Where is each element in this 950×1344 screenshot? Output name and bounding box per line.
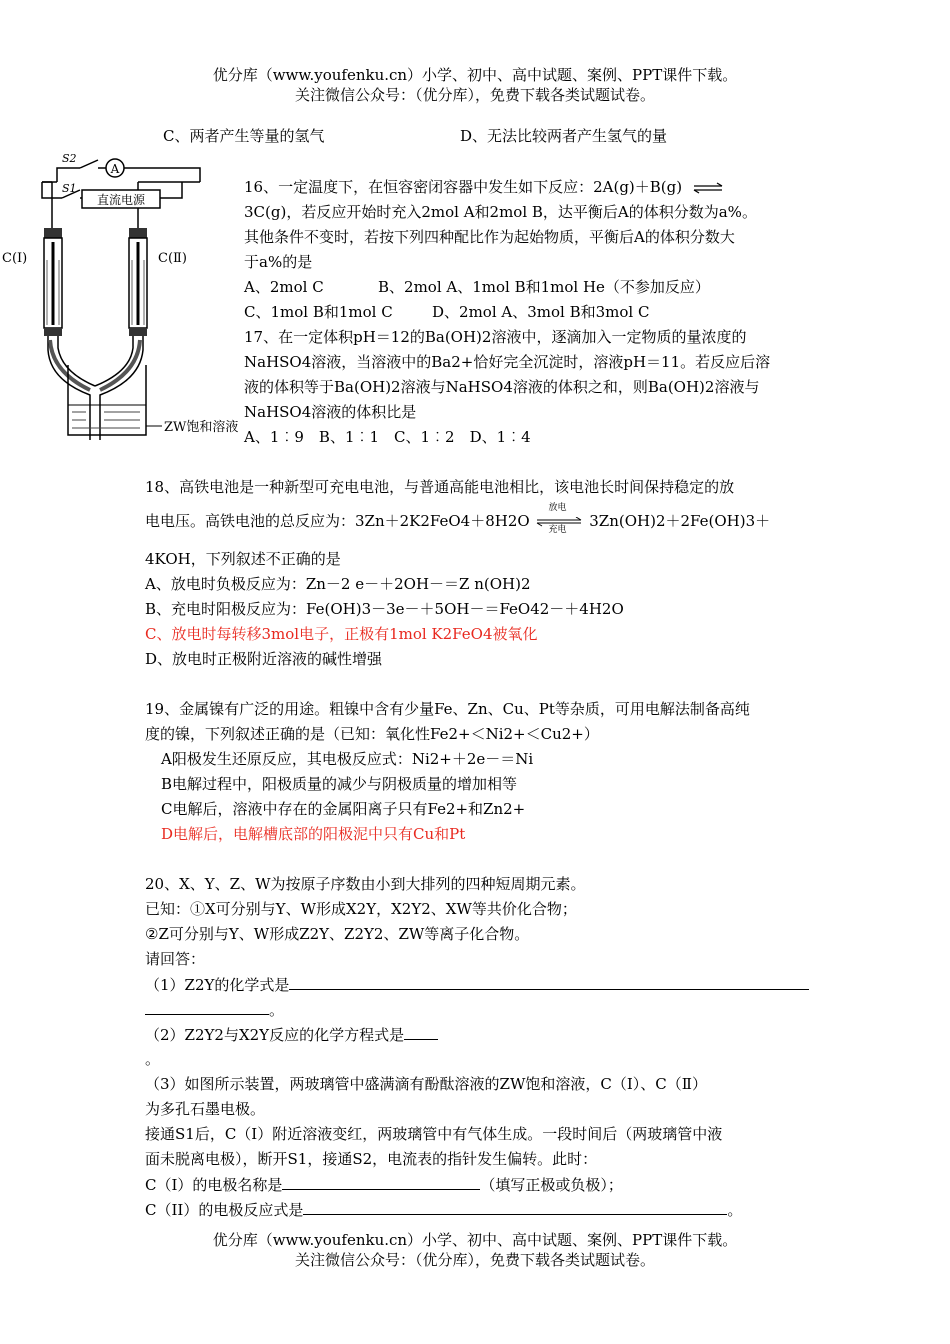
prev-option-d: D、无法比较两者产生氢气的量 bbox=[460, 127, 668, 145]
q16-line-4: 于a%的是 bbox=[244, 253, 313, 271]
arrow-top-label: 放电 bbox=[548, 503, 567, 513]
left-glass-tube bbox=[44, 228, 62, 336]
q20-part-1 bbox=[145, 975, 809, 994]
right-electrode-label: C(Ⅱ) bbox=[158, 251, 187, 266]
q20-part-3-line-4: 面未脱离电极），断开S1，接通S2，电流表的指针发生偏转。此时： bbox=[145, 1150, 598, 1168]
q20-part-1-cont bbox=[145, 1000, 284, 1019]
answer-blank-1[interactable] bbox=[289, 975, 809, 990]
q20-c2-question: C（II）的电极反应式是 bbox=[145, 1201, 304, 1219]
q20-c2-end: 。 bbox=[727, 1201, 743, 1219]
answer-blank-1-cont[interactable] bbox=[145, 1000, 269, 1015]
q17-line-2: NaHSO4溶液，当溶液中的Ba2+恰好完全沉淀时，溶液pH＝11。若反应后溶 bbox=[244, 353, 771, 371]
q20-part-3-line-1: （3）如图所示装置，两玻璃管中盛满滴有酚酞溶液的ZW饱和溶液，C（Ⅰ）、C（Ⅱ） bbox=[145, 1075, 707, 1093]
arrow-bottom-label: 充电 bbox=[548, 525, 567, 535]
q20-line-2: 已知：①X可分别与Y、W形成X2Y，X2Y2、XW等共价化合物； bbox=[145, 900, 577, 918]
electrolysis-apparatus-figure bbox=[0, 150, 240, 450]
q20-c1-hint: （填写正极或负极）； bbox=[480, 1176, 623, 1194]
q20-part-3-line-6 bbox=[145, 1200, 742, 1219]
q19-option-a: A阳极发生还原反应，其电极反应式：Ni2+＋2e－＝Ni bbox=[161, 750, 534, 768]
q18-line-2 bbox=[145, 503, 771, 535]
q16-option-d: D、2mol A、3mol B和3mol C bbox=[432, 303, 650, 321]
q20-part-2 bbox=[145, 1025, 438, 1044]
q16-option-b: B、2mol A、1mol B和1mol He（不参加反应） bbox=[378, 278, 710, 296]
q20-line-1: 20、X、Y、Z、W为按原子序数由小到大排列的四种短周期元素。 bbox=[145, 875, 586, 893]
header-line-1: 优分库（www.youfenku.cn）小学、初中、高中试题、案例、PPT课件下载。 bbox=[212, 66, 738, 84]
q20-part-1-text: （1）Z2Y的化学式是 bbox=[145, 976, 290, 994]
q18-line-1: 18、高铁电池是一种新型可充电电池，与普通高能电池相比，该电池长时间保持稳定的放 bbox=[145, 478, 735, 496]
right-glass-tube bbox=[129, 228, 147, 336]
q20-part-3-line-2: 为多孔石墨电极。 bbox=[145, 1100, 266, 1118]
answer-blank-3[interactable] bbox=[282, 1175, 480, 1190]
q18-option-b: B、充电时阳极反应为：Fe(OH)3－3e－＋5OH－＝FeO42－＋4H2O bbox=[145, 600, 624, 618]
answer-blank-2[interactable] bbox=[404, 1025, 438, 1040]
prev-option-c: C、两者产生等量的氢气 bbox=[163, 127, 325, 145]
q16-stem-a: 16、一定温度下，在恒容密闭容器中发生如下反应：2A(g)＋B(g) bbox=[244, 178, 683, 196]
switch-s1-label: S1 bbox=[62, 182, 77, 195]
discharge-charge-arrow bbox=[536, 503, 582, 535]
q19-option-b: B电解过程中，阳极质量的减少与阴极质量的增加相等 bbox=[161, 775, 518, 793]
reversible-arrow-icon bbox=[693, 182, 723, 194]
ammeter-label: A bbox=[110, 162, 120, 176]
q19-line-1: 19、金属镍有广泛的用途。粗镍中含有少量Fe、Zn、Cu、Pt等杂质，可用电解法制备高纯 bbox=[145, 700, 750, 718]
dc-source-label: 直流电源 bbox=[96, 193, 146, 207]
q16-option-a: A、2mol C bbox=[244, 278, 324, 296]
q18-option-d: D、放电时正极附近溶液的碱性增强 bbox=[145, 650, 383, 668]
q19-option-d: D电解后，电解槽底部的阳极泥中只有Cu和Pt bbox=[161, 825, 466, 843]
q20-line-4: 请回答： bbox=[145, 950, 206, 968]
q16-line-2: 3C(g)，若反应开始时充入2mol A和2mol B，达平衡后A的体积分数为a%。 bbox=[244, 203, 757, 221]
q20-part-1-end: 。 bbox=[269, 1001, 285, 1019]
header-line-2: 关注微信公众号：（优分库），免费下载各类试题试卷。 bbox=[294, 86, 655, 104]
answer-blank-4[interactable] bbox=[303, 1200, 727, 1215]
switch-s2-label: S2 bbox=[62, 152, 77, 165]
q16-line-3: 其他条件不变时，若按下列四种配比作为起始物质，平衡后A的体积分数大 bbox=[244, 228, 735, 246]
q20-c1-question: C（I）的电极名称是 bbox=[145, 1176, 283, 1194]
q17-line-4: NaHSO4溶液的体积比是 bbox=[244, 403, 417, 421]
q16-option-c: C、1mol B和1mol C bbox=[244, 303, 393, 321]
switch-s2-lever bbox=[80, 160, 98, 168]
q19-option-c: C电解后，溶液中存在的金属阳离子只有Fe2+和Zn2+ bbox=[161, 800, 526, 818]
left-electrode-label: C(Ⅰ) bbox=[2, 251, 28, 266]
q18-line-3: 4KOH，下列叙述不正确的是 bbox=[145, 550, 341, 568]
q18-option-c: C、放电时每转移3mol电子，正极有1mol K2FeO4被氧化 bbox=[145, 625, 538, 643]
q17-options: A、1︰9 B、1︰1 C、1︰2 D、1︰4 bbox=[244, 428, 531, 446]
solution-label: ZW饱和溶液 bbox=[164, 420, 239, 435]
q20-part-3-line-5 bbox=[145, 1175, 623, 1194]
footer-line-1: 优分库（www.youfenku.cn）小学、初中、高中试题、案例、PPT课件下载。 bbox=[212, 1231, 738, 1249]
q19-line-2: 度的镍，下列叙述正确的是（已知：氧化性Fe2+＜Ni2+＜Cu2+） bbox=[145, 725, 599, 743]
q16-line-1 bbox=[244, 178, 723, 196]
q20-part-3-line-3: 接通S1后，C（Ⅰ）附近溶液变红，两玻璃管中有气体生成。一段时间后（两玻璃管中液 bbox=[145, 1125, 723, 1143]
q17-line-3: 液的体积等于Ba(OH)2溶液与NaHSO4溶液的体积之和，则Ba(OH)2溶液与 bbox=[244, 378, 760, 396]
footer-line-2: 关注微信公众号：（优分库），免费下载各类试题试卷。 bbox=[294, 1251, 655, 1269]
q20-line-3: ②Z可分别与Y、W形成Z2Y、Z2Y2、ZW等离子化合物。 bbox=[145, 925, 530, 943]
q20-part-2-end: 。 bbox=[145, 1050, 161, 1068]
q18-equation-right: 3Zn(OH)2＋2Fe(OH)3＋ bbox=[589, 512, 771, 530]
q20-part-2-text: （2）Z2Y2与X2Y反应的化学方程式是 bbox=[145, 1026, 405, 1044]
q18-equation-left: 电电压。高铁电池的总反应为：3Zn＋2K2FeO4＋8H2O bbox=[145, 512, 530, 530]
q18-option-a: A、放电时负极反应为：Zn－2 e－＋2OH－＝Z n(OH)2 bbox=[145, 575, 531, 593]
q17-line-1: 17、在一定体积pH＝12的Ba(OH)2溶液中，逐滴加入一定物质的量浓度的 bbox=[244, 328, 747, 346]
y-connector-tube bbox=[48, 336, 143, 440]
